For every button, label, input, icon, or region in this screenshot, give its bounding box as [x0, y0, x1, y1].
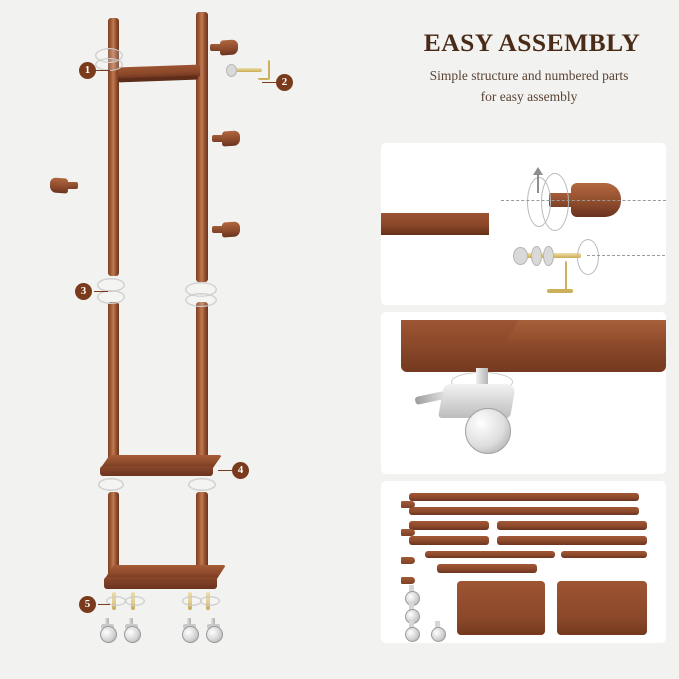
caster-washer-4 — [200, 596, 220, 606]
washer-mid-left-2 — [97, 290, 125, 304]
upper-shelf-edge — [100, 466, 213, 476]
card1-hanging-rail — [381, 213, 489, 235]
card2-caster-wheel — [465, 408, 511, 454]
callout-4-leader — [218, 470, 232, 471]
parts-board-2 — [557, 581, 647, 635]
allen-key-icon — [258, 60, 270, 80]
card1-bolt-washer-a — [531, 246, 542, 266]
callout-1-badge — [79, 62, 96, 79]
washer-shelf-left — [98, 478, 124, 491]
card1-bolt-alignment-line — [587, 255, 665, 256]
parts-peg-2 — [401, 529, 415, 536]
card1-bolt-head — [513, 247, 528, 265]
washer-shelf-right — [188, 478, 216, 491]
subtitle-line-1: Simple structure and numbered parts — [429, 68, 629, 83]
callout-5-badge — [79, 596, 96, 613]
callout-4-number: 4 — [237, 464, 244, 476]
card1-washer-2 — [541, 173, 569, 231]
page-subtitle — [384, 66, 674, 108]
callout-3-number: 3 — [80, 285, 87, 297]
detail-card-peg-bolt — [381, 143, 666, 305]
callout-2-number: 2 — [281, 76, 288, 88]
callout-1-number: 1 — [84, 64, 91, 76]
parts-peg-1 — [401, 501, 415, 508]
parts-peg-3 — [401, 557, 415, 564]
right-column — [370, 0, 679, 679]
card1-post — [485, 143, 506, 305]
parts-tube-7 — [425, 551, 555, 558]
subtitle-line-2: for easy assembly — [480, 88, 578, 104]
parts-tube-2 — [409, 507, 639, 515]
lower-shelf-edge — [104, 577, 217, 589]
callout-3-leader — [94, 291, 108, 292]
parts-tube-6 — [497, 536, 647, 545]
parts-tube-5 — [409, 536, 489, 545]
card1-arrow-stem — [537, 175, 539, 193]
card1-arrow-icon — [533, 167, 543, 175]
front-post-mid — [108, 302, 119, 474]
parts-tube-4 — [497, 521, 647, 530]
detail-card-parts-overview — [381, 481, 666, 643]
callout-5-number: 5 — [84, 598, 91, 610]
washer-mid-right-2 — [185, 293, 217, 307]
parts-peg-4 — [401, 577, 415, 584]
caster-washer-2 — [125, 596, 145, 606]
back-post-upper — [196, 12, 208, 282]
parts-crossbar — [437, 564, 537, 573]
card2-shelf-front-edge — [401, 342, 666, 372]
callout-2-leader — [262, 82, 276, 83]
page-title: EASY ASSEMBLY — [423, 28, 641, 57]
callout-2-badge — [276, 74, 293, 91]
caster-washer-3 — [182, 596, 202, 606]
card1-bolt-washer-ring — [577, 239, 599, 275]
parts-tube-8 — [561, 551, 647, 558]
parts-tube-1 — [409, 493, 639, 501]
back-post-mid — [196, 302, 208, 474]
parts-tube-3 — [409, 521, 489, 530]
card1-alignment-line — [501, 200, 666, 201]
card1-allen-key-arm — [547, 289, 573, 293]
peg-bolt-nut — [226, 64, 237, 77]
parts-board-1 — [457, 581, 545, 635]
callout-4-badge — [232, 462, 249, 479]
callout-5-leader — [98, 604, 110, 605]
detail-card-caster-mount — [381, 312, 666, 474]
callout-1-leader — [94, 70, 110, 71]
callout-3-badge — [75, 283, 92, 300]
